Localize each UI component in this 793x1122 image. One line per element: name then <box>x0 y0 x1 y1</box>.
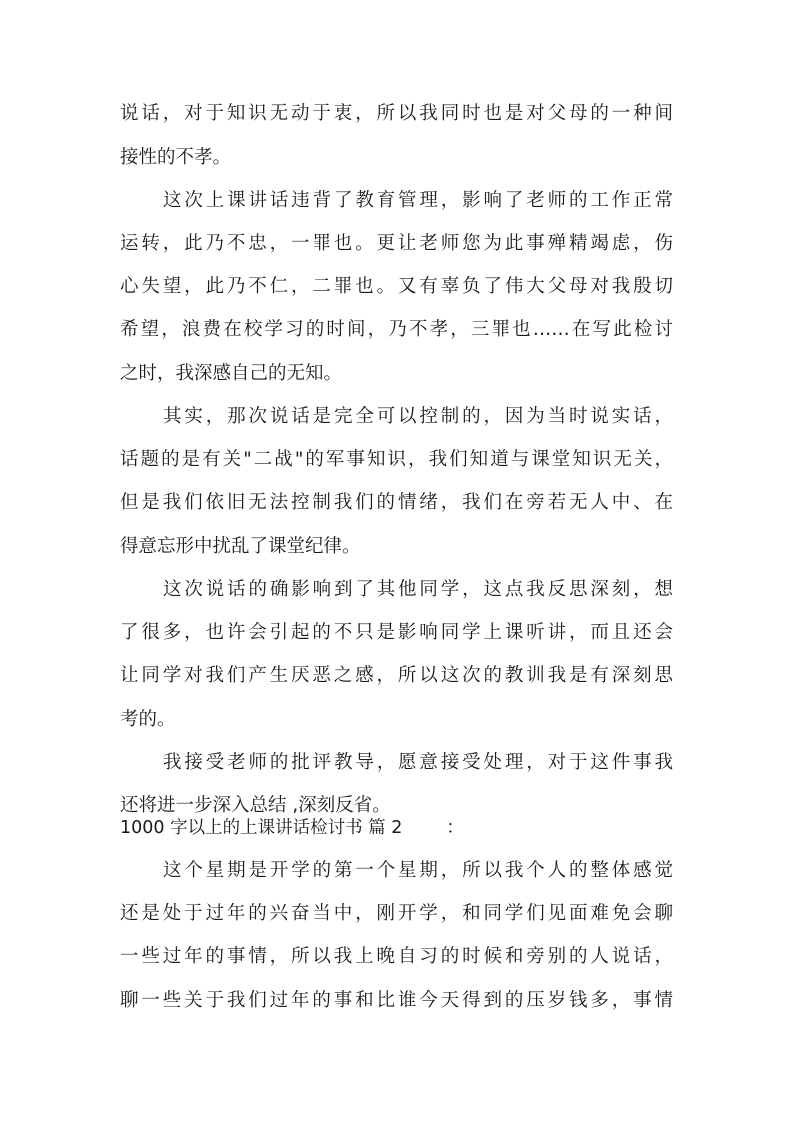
paragraph-start-line: 这个星期是开学的第一个星期，所以我个人的整体感觉 <box>163 860 673 881</box>
text-line: 一些过年的事情，所以我上晚自习的时候和旁别的人说话， <box>120 946 673 967</box>
text-line: 让同学对我们产生厌恶之感，所以这次的教训我是有深刻思 <box>120 665 673 686</box>
section-heading-colon: ： <box>446 818 464 838</box>
text-line: 希望，浪费在校学习的时间，乃不孝，三罪也……在写此检讨 <box>120 319 673 340</box>
section-heading-title: 1000 字以上的上课讲话检讨书 篇 2 <box>120 818 403 838</box>
text-line: 聊一些关于我们过年的事和比谁今天得到的压岁钱多，事情 <box>120 990 673 1011</box>
text-line: 还是处于过年的兴奋当中，刚开学，和同学们见面难免会聊 <box>120 903 673 924</box>
text-line: 之时，我深感自己的无知。 <box>120 363 343 384</box>
section-heading <box>120 817 464 839</box>
text-line: 还将进一步深入总结 ,深刻反省。 <box>120 795 391 816</box>
text-line: 得意忘形中扰乱了课堂纪律。 <box>120 536 361 557</box>
text-line: 说话，对于知识无动于衷，所以我同时也是对父母的一种间 <box>120 103 673 124</box>
text-line: 接性的不孝。 <box>120 147 232 168</box>
text-line: 心失望，此乃不仁，二罪也。又有辜负了伟大父母对我殷切 <box>120 276 673 297</box>
text-line: 话题的是有关"二战"的军事知识，我们知道与课堂知识无关， <box>120 449 673 470</box>
text-line: 但是我们依旧无法控制我们的情绪，我们在旁若无人中、在 <box>120 492 673 513</box>
paragraph-start-line: 这次上课讲话违背了教育管理，影响了老师的工作正常 <box>163 190 673 211</box>
paragraph-start-line: 其实，那次说话是完全可以控制的，因为当时说实话， <box>163 406 673 427</box>
paragraph-start-line: 这次说话的确影响到了其他同学，这点我反思深刻，想 <box>163 579 673 600</box>
paragraph-start-line: 我接受老师的批评教导，愿意接受处理，对于这件事我 <box>163 752 673 773</box>
text-line: 考的。 <box>120 709 176 730</box>
text-line: 了很多，也许会引起的不只是影响同学上课听讲，而且还会 <box>120 622 673 643</box>
text-line: 运转，此乃不忠，一罪也。更让老师您为此事殚精竭虑，伤 <box>120 233 673 254</box>
